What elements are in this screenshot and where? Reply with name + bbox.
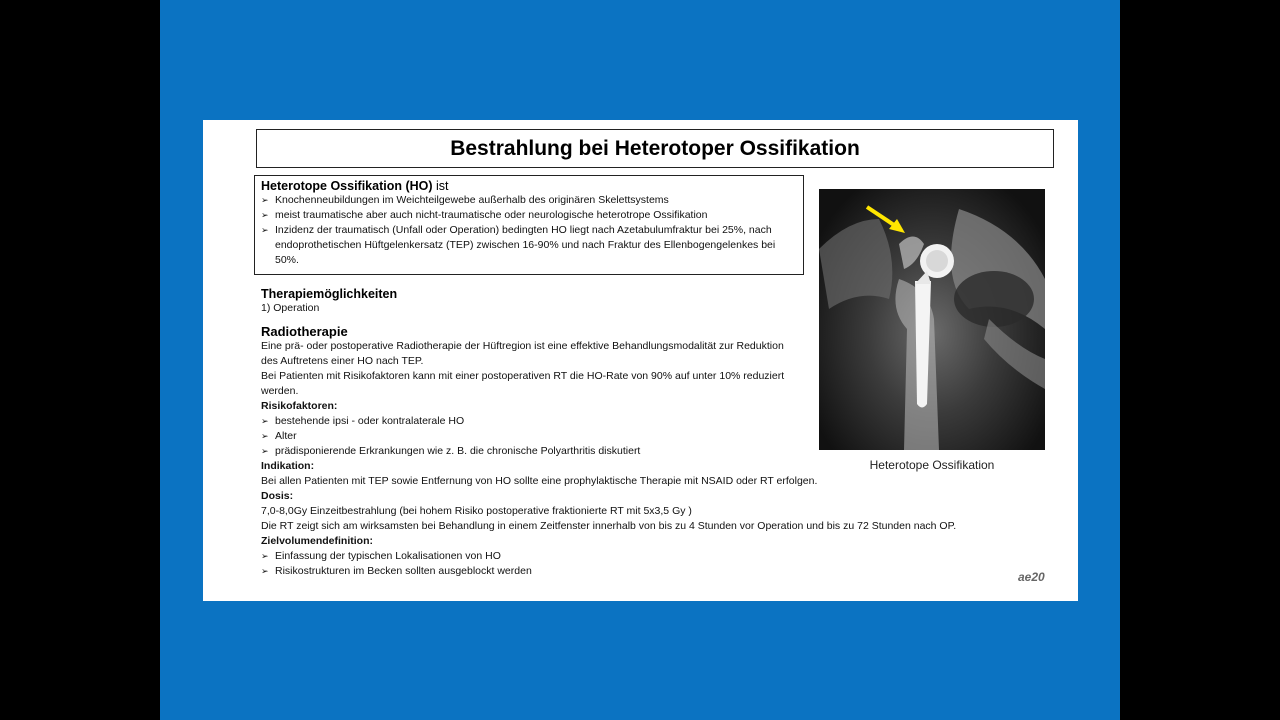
xray-illustration <box>819 189 1045 450</box>
radio-para-2: Bei Patienten mit Risikofaktoren kann mit einer postoperativen RT die HO-Rate von 90% auf unter 10% reduziert werden. <box>261 370 785 397</box>
slide-title: Bestrahlung bei Heterotoper Ossifikation <box>450 136 860 160</box>
logo: ae20 <box>1018 570 1045 584</box>
xray-image <box>819 189 1045 450</box>
therapy-heading: Therapiemöglichkeiten <box>261 287 398 301</box>
list-item: ➢ prädisponierende Erkrankungen wie z. B. die chronische Polyarthritis diskutiert <box>261 444 1041 459</box>
list-item: ➢ Risikostrukturen im Becken sollten ausgeblockt werden <box>261 564 1041 579</box>
definition-heading <box>261 179 797 193</box>
dose-heading: Dosis: <box>261 490 294 502</box>
radio-para-1: Eine prä- oder postoperative Radiotherapie der Hüftregion ist eine effektive Behandlungsmodalität zur Reduktion des Auftretens einer HO nach TEP. <box>261 340 784 367</box>
list-item: ➢ Alter <box>261 429 1041 444</box>
indication-text: Bei allen Patienten mit TEP sowie Entfernung von HO sollte eine prophylaktische Therapie mit NSAID oder RT erfolgen. <box>261 475 818 487</box>
list-item: ➢ Knochenneubildungen im Weichteilgewebe außerhalb des originären Skelettsystems <box>261 193 797 208</box>
definition-box <box>254 175 804 275</box>
image-caption: Heterotope Ossifikation <box>869 458 995 472</box>
dose-text-2: Die RT zeigt sich am wirksamsten bei Behandlung in einem Zeitfenster innerhalb von bis zu 4 Stunden vor Operation und bis zu 72 Stunden nach OP. <box>261 520 957 532</box>
list-item: ➢ meist traumatische aber auch nicht-traumatische oder neurologische heterotrope Ossifikation <box>261 208 797 223</box>
definition-term: Heterotope Ossifikation (HO) <box>261 179 433 193</box>
title-box <box>256 129 1054 168</box>
therapy-item: 1) Operation <box>261 302 320 314</box>
list-item: ➢ bestehende ipsi - oder kontralaterale HO <box>261 414 1041 429</box>
dose-text-1: 7,0-8,0Gy Einzeitbestrahlung (bei hohem Risiko postoperative fraktionierte RT mit 5x3,5 Gy ) <box>261 505 692 517</box>
list-item: ➢ Einfassung der typischen Lokalisationen von HO <box>261 549 1041 564</box>
target-heading: Zielvolumendefinition: <box>261 535 373 547</box>
slide <box>203 120 1078 601</box>
target-list <box>261 549 1041 579</box>
radiotherapy-heading: Radiotherapie <box>261 324 348 339</box>
definition-suffix: ist <box>432 179 449 193</box>
risk-heading: Risikofaktoren: <box>261 400 338 412</box>
definition-list <box>261 193 797 268</box>
indication-heading: Indikation: <box>261 460 315 472</box>
list-item: ➢ Inzidenz der traumatisch (Unfall oder Operation) bedingten HO liegt nach Azetabulumfraktur bei 25%, nach endoprothetischen Hüftgelenkersatz (TEP) zwischen 16-90% und nach Fraktur des Ellenbogengelenkes bei 50%. <box>261 223 797 268</box>
